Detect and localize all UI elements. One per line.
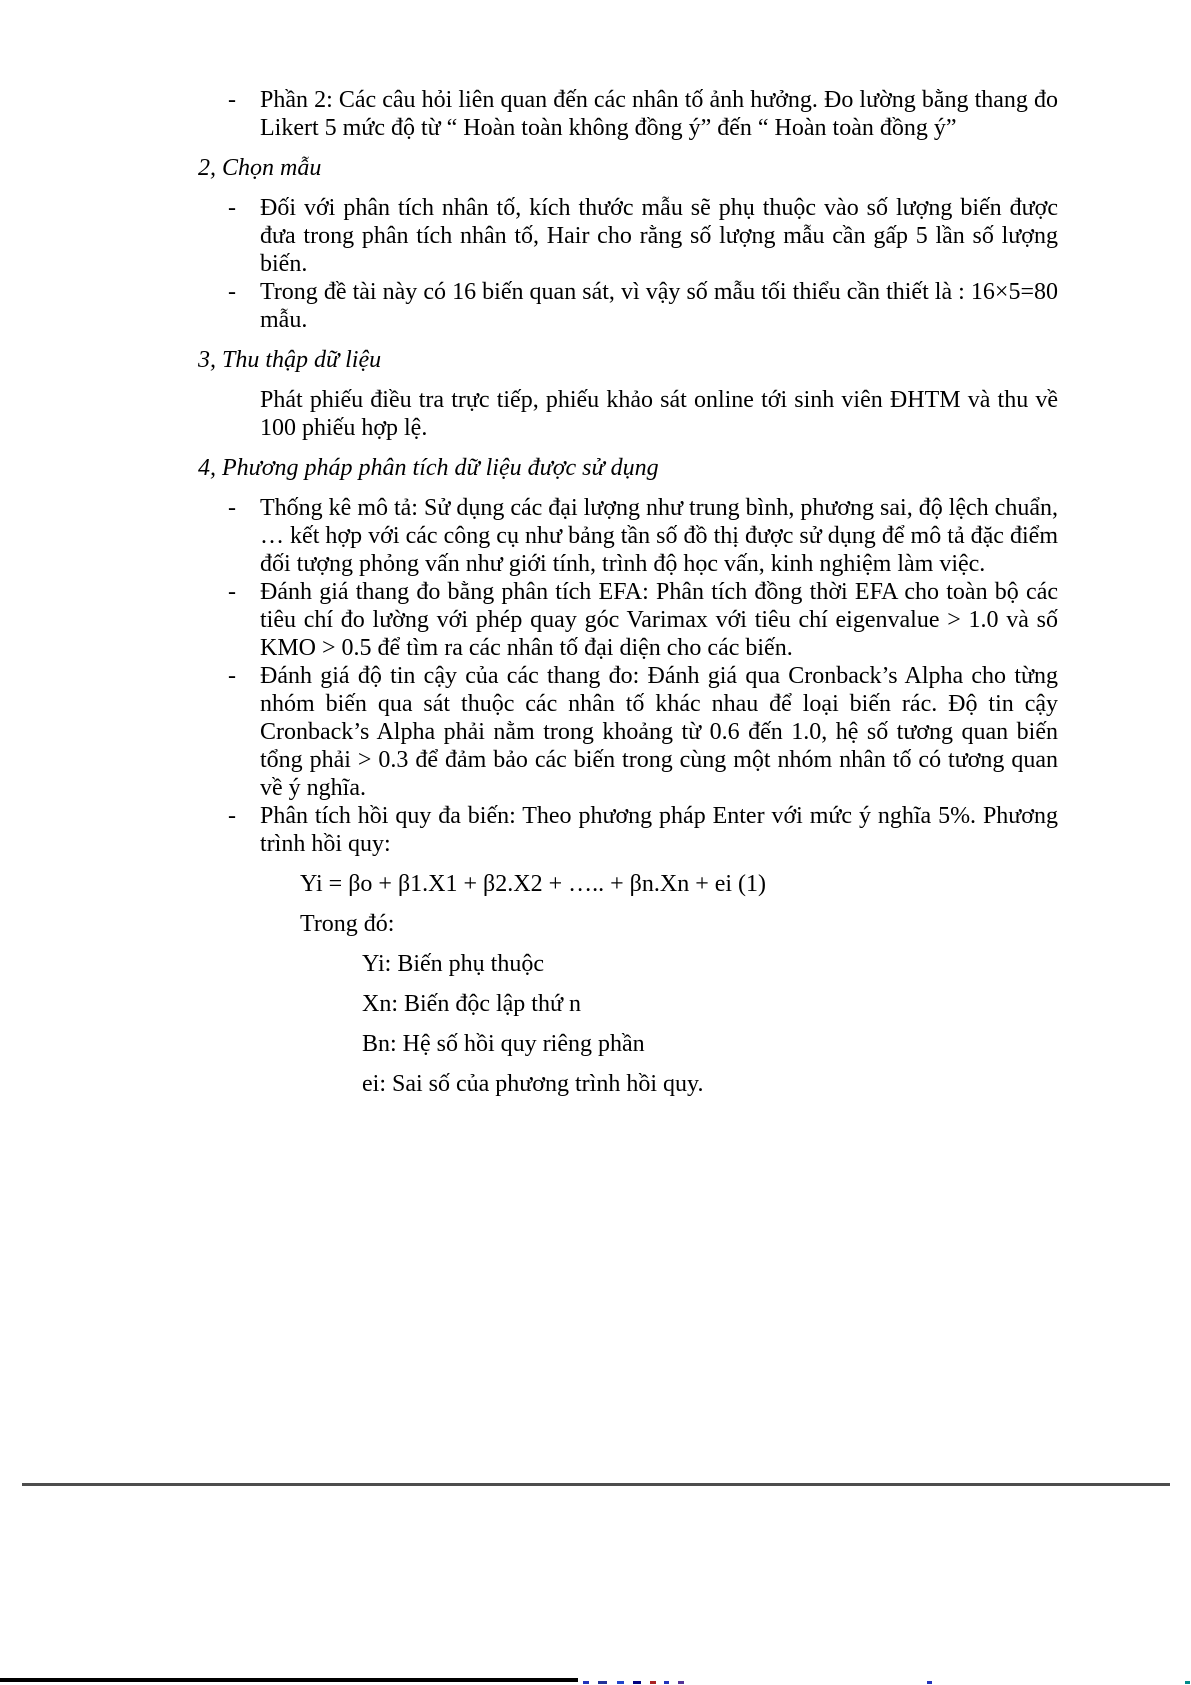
bullet-dash: - [228,87,236,113]
bottom-edge-artifact [650,1681,656,1684]
bullet-dash: - [228,579,236,605]
bullet-dash: - [228,803,236,829]
regression-equation: Yi = βo + β1.X1 + β2.X2 + ….. + βn.Xn + ei (1) [300,871,767,897]
list-item-text: Phân tích hồi quy đa biến: Theo phương pháp Enter với mức ý nghĩa 5%. Phương trình hồi quy: [260,803,1058,857]
bottom-edge-artifact [617,1681,624,1684]
list-item [198,194,1058,278]
bullet-dash: - [228,195,236,221]
list-item [198,802,1058,858]
list-item-text: Phần 2: Các câu hỏi liên quan đến các nhân tố ảnh hưởng. Đo lường bằng thang đo Likert 5 mức độ từ “ Hoàn toàn không đồng ý” đến “ Hoàn toàn đồng ý” [260,87,1058,141]
section-3-paragraph: Phát phiếu điều tra trực tiếp, phiếu khảo sát online tới sinh viên ĐHTM và thu về 100 phiếu hợp lệ. [260,387,1058,441]
bottom-edge-artifact [633,1681,641,1684]
equation-definition-bn: Bn: Hệ số hồi quy riêng phần [362,1031,645,1057]
list-item-text: Đánh giá thang đo bằng phân tích EFA: Phân tích đồng thời EFA cho toàn bộ các tiêu chí đo lường với phép quay góc Varimax với tiêu chí eigenvalue > 1.0 và số KMO > 0.5 để tìm ra các nhân tố đại diện cho các biến. [260,579,1058,661]
list-item [198,86,1058,142]
equation-definition-yi: Yi: Biến phụ thuộc [362,951,544,977]
footer-separator-line [22,1483,1170,1486]
list-item-text: Trong đề tài này có 16 biến quan sát, vì vậy số mẫu tối thiểu cần thiết là : 16×5=80 mẫu. [260,279,1058,333]
list-item-text: Thống kê mô tả: Sử dụng các đại lượng như trung bình, phương sai, độ lệch chuẩn, … kết hợp với các công cụ như bảng tần số đồ thị được sử dụng để mô tả đặc điểm đối tượng phỏng vấn như giới tính, trình độ học vấn, kinh nghiệm làm việc. [260,495,1058,577]
bottom-edge-artifact [1185,1681,1190,1684]
section-heading-chon-mau: 2, Chọn mẫu [198,155,322,181]
equation-intro: Trong đó: [300,911,395,937]
list-item [198,578,1058,662]
bottom-edge-artifact [583,1681,589,1684]
intro-bullet-list [198,86,1058,142]
list-item-text: Đánh giá độ tin cậy của các thang đo: Đánh giá qua Cronback’s Alpha cho từng nhóm biến qua sát thuộc các nhân tố khác nhau để loại biến rác. Độ tin cậy Cronback’s Alpha phải nằm trong khoảng từ 0.6 đến 1.0, hệ số tương quan biến tổng phải > 0.3 để đảm bảo các biến trong cùng một nhóm nhân tố có tương quan về ý nghĩa. [260,663,1058,801]
section-4-bullet-list [198,494,1058,858]
bullet-dash: - [228,279,236,305]
bottom-edge-artifact [598,1681,607,1684]
section-heading-phuong-phap: 4, Phương pháp phân tích dữ liệu được sử dụng [198,455,659,481]
bullet-dash: - [228,663,236,689]
bottom-edge-black-bar [0,1678,578,1682]
bullet-dash: - [228,495,236,521]
equation-definition-ei: ei: Sai số của phương trình hồi quy. [362,1071,704,1097]
equation-definition-xn: Xn: Biến độc lập thứ n [362,991,581,1017]
document-page [198,86,1058,1110]
list-item [198,494,1058,578]
list-item [198,278,1058,334]
section-2-bullet-list [198,194,1058,334]
bottom-edge-artifact [664,1681,669,1684]
list-item-text: Đối với phân tích nhân tố, kích thước mẫu sẽ phụ thuộc vào số lượng biến được đưa trong phân tích nhân tố, Hair cho rằng số lượng mẫu cần gấp 5 lần số lượng biến. [260,195,1058,277]
section-heading-thu-thap-du-lieu: 3, Thu thập dữ liệu [198,347,382,373]
bottom-edge-artifact [678,1681,684,1684]
bottom-edge-artifact [927,1681,932,1684]
list-item [198,662,1058,802]
